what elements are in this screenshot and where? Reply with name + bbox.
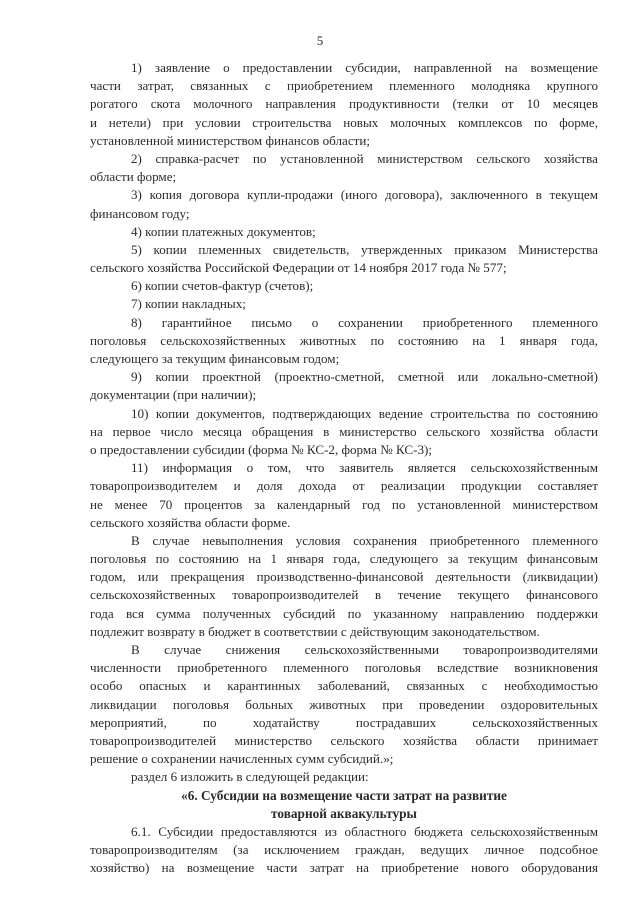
item-5-line: сельского хозяйства Российской Федерации от 14 ноября 2017 года № 577; <box>90 260 507 276</box>
paragraph-line: 6.1. Субсидии предоставляются из областного бюджета сельскохозяйственным <box>131 823 598 839</box>
paragraph-line: годом, или прекращения производственно-финансовой деятельности (ликвидации) <box>90 569 598 585</box>
item-8-line: поголовья сельскохозяйственных животных по состоянию на 1 января года, <box>90 332 598 348</box>
item-1-line: части затрат, связанных с приобретением племенного молодняка крупного <box>90 78 598 94</box>
paragraph-line: мероприятий, по ходатайству пострадавших сельскохозяйственных <box>90 714 598 730</box>
paragraph-line: поголовья по состоянию на 1 января года, следующего за текущим финансовым <box>90 551 598 567</box>
paragraph-line: товаропроизводителей министерство сельского хозяйства области принимает <box>90 732 598 748</box>
item-10-line: на первое число месяца обращения в министерство сельского хозяйства области <box>90 423 598 439</box>
item-9-line: 9) копии проектной (проектно-сметной, сметной или локально-сметной) <box>131 369 598 385</box>
item-4-line: 4) копии платежных документов; <box>131 223 316 239</box>
section-heading: «6. Субсидии на возмещение части затрат на развитие <box>181 787 507 803</box>
document-body <box>90 59 598 877</box>
paragraph-line: ликвидации поголовья больных животных при проведении оздоровительных <box>90 696 598 712</box>
paragraph-line: раздел 6 изложить в следующей редакции: <box>131 769 369 785</box>
item-6-line: 6) копии счетов-фактур (счетов); <box>131 278 314 294</box>
paragraph-line: В случае невыполнения условия сохранения приобретенного племенного <box>131 532 598 548</box>
item-3-line: финансовом году; <box>90 205 190 221</box>
item-11-line: не менее 70 процентов за календарный год по установленной министерством <box>90 496 598 512</box>
paragraph-line: товаропроизводителям (за исключением граждан, ведущих личное подсобное <box>90 842 598 858</box>
paragraph-line: года вся сумма полученных субсидий по указанному направлению поддержки <box>90 605 598 621</box>
item-8-line: 8) гарантийное письмо о сохранении приобретенного племенного <box>131 314 598 330</box>
paragraph-line: сельскохозяйственных товаропроизводителей в течение текущего финансового <box>90 587 598 603</box>
item-7-line: 7) копии накладных; <box>131 296 246 312</box>
section-heading: товарной аквакультуры <box>271 805 417 821</box>
item-10-line: о предоставлении субсидии (форма № КС-2, форма № КС-3); <box>90 441 433 457</box>
item-10-line: 10) копии документов, подтверждающих ведение строительства по состоянию <box>131 405 598 421</box>
item-1-line: установленной министерством финансов области; <box>90 132 371 148</box>
page-number: 5 <box>316 33 324 48</box>
paragraph-line: В случае снижения сельскохозяйственными товаропроизводителями <box>131 642 598 657</box>
item-5-line: 5) копии племенных свидетельств, утвержденных приказом Министерства <box>131 241 598 257</box>
item-11-line: товаропроизводителем и доля дохода от реализации продукции составляет <box>90 478 598 494</box>
item-1-line: 1) заявление о предоставлении субсидии, направленной на возмещение <box>131 60 598 75</box>
paragraph-line: хозяйство) на возмещение части затрат на приобретение нового оборудования <box>90 860 598 876</box>
item-1-line: рогатого скота молочного направления продуктивности (телки от 10 месяцев <box>90 96 598 112</box>
item-2-line: области форме; <box>90 169 177 185</box>
paragraph-line: численности приобретенного племенного поголовья вследствие возникновения <box>90 660 598 676</box>
paragraph-line: особо опасных и карантинных заболеваний, связанных с необходимостью <box>90 678 598 694</box>
item-2-line: 2) справка-расчет по установленной министерством сельского хозяйства <box>131 150 598 166</box>
item-11-line: 11) информация о том, что заявитель является сельскохозяйственным <box>131 460 598 476</box>
item-8-line: следующего за текущим финансовым годом; <box>90 351 340 366</box>
item-3-line: 3) копия договора купли-продажи (иного договора), заключенного в текущем <box>131 187 598 203</box>
paragraph-line: подлежит возврату в бюджет в соответствии с действующим законодательством. <box>90 623 540 639</box>
item-9-line: документации (при наличии); <box>90 387 257 403</box>
item-11-line: сельского хозяйства области форме. <box>90 514 291 530</box>
paragraph-line: решение о сохранении начисленных сумм субсидий.»; <box>90 751 394 767</box>
item-1-line: и нетели) при условии строительства новых молочных комплексов по форме, <box>90 114 598 130</box>
